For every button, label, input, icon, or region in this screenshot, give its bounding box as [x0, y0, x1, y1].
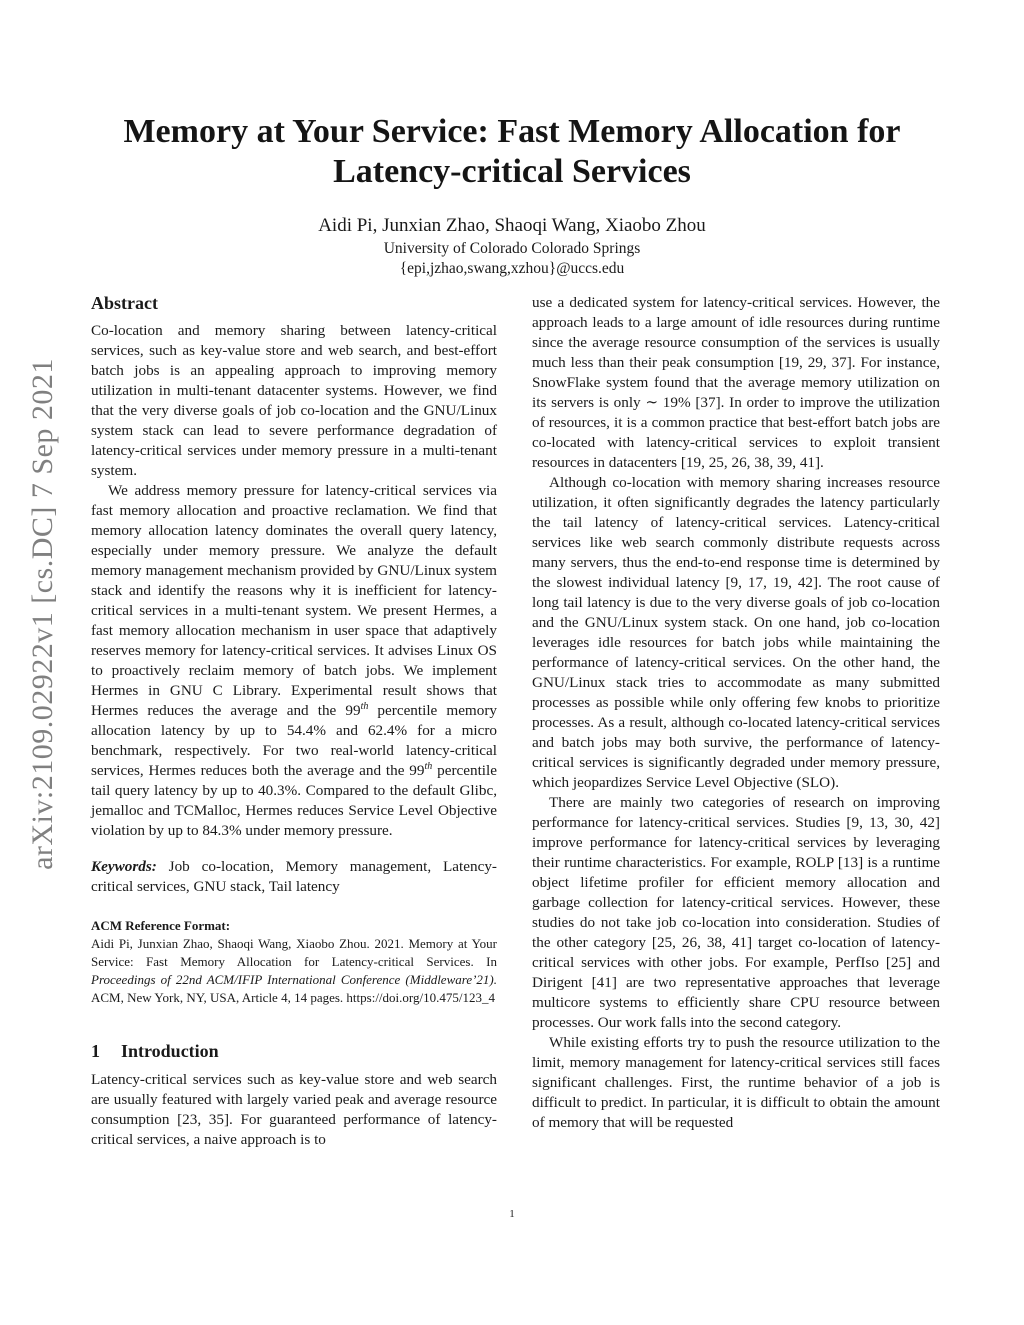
abstract-paragraph-2	[91, 481, 497, 841]
section-heading-introduction	[91, 1039, 497, 1063]
superscript-th: th	[424, 760, 433, 772]
paper-title	[80, 112, 944, 192]
author-emails: {epi,jzhao,swang,xzhou}@uccs.edu	[399, 260, 625, 277]
acm-text-a: Aidi Pi, Junxian Zhao, Shaoqi Wang, Xiaobo Zhou. 2021. Memory at Your Service: Fast Memory Allocation for Latency-critical Services. In	[91, 936, 497, 969]
abstract-heading: Abstract	[91, 293, 158, 313]
section-title: Introduction	[121, 1041, 219, 1061]
intro-paragraph-1: Latency-critical services such as key-value store and web search are usually featured with largely varied peak and average resource consumption [23, 35]. For guaranteed performance of latency-critical services, a naive approach is to	[91, 1071, 497, 1148]
section-number: 1	[91, 1041, 100, 1061]
keywords-label: Keywords:	[91, 858, 157, 875]
acm-venue: Proceedings of 22nd ACM/IFIP International Conference (Middleware’21).	[91, 972, 497, 987]
title-line-1: Memory at Your Service: Fast Memory Allocation for	[123, 113, 901, 150]
title-line-2: Latency-critical Services	[333, 153, 691, 190]
right-paragraph-1: use a dedicated system for latency-critical services. However, the approach leads to a large amount of idle resources during runtime since the average resource consumption of the services is usually much less than their peak consumption [19, 29, 37]. For instance, SnowFlake system found that the average memory utilization on its servers is only ∼ 19% [37]. In order to improve the utilization of resources, it is a common practice that best-effort batch jobs are co-located with latency-critical services to exploit transient resources in datacenters [19, 25, 26, 38, 39, 41].	[532, 294, 940, 471]
right-paragraph-4: While existing efforts try to push the resource utilization to the limit, memory management for latency-critical services still faces significant challenges. First, the runtime behavior of a job is difficult to predict. In particular, it is difficult to obtain the amount of memory that will be requested	[532, 1034, 940, 1131]
acm-reference-heading: ACM Reference Format:	[91, 918, 231, 933]
keywords	[91, 857, 497, 897]
acm-reference-body	[91, 935, 497, 1007]
right-column	[532, 293, 940, 1133]
author-list: Aidi Pi, Junxian Zhao, Shaoqi Wang, Xiaobo Zhou	[318, 215, 706, 236]
abstract-p2-part-b: percentile memory allocation latency by up to 54.4% and 62.4% for a micro benchmark, respectively. For two real-world latency-critical services, Hermes reduces both the average and the 99	[91, 702, 497, 779]
abstract-p2-part-a: We address memory pressure for latency-critical services via fast memory allocation and proactive reclamation. We find that memory allocation latency dominates the overall query latency, especially under memory pressure. We analyze the default memory management mechanism provided by GNU/Linux system stack and identify the reasons why it is inefficient for latency-critical services in a multi-tenant system. We present Hermes, a fast memory allocation mechanism in user space that adaptively reserves memory for latency-critical services. It advises Linux OS to proactively reclaim memory of batch jobs. We implement Hermes in GNU C Library. Experimental result shows that Hermes reduces the average and the 99	[91, 482, 497, 719]
acm-text-b: ACM, New York, NY, USA, Article 4, 14 pages. https://doi.org/10.475/123_4	[91, 990, 495, 1005]
abstract-p2-part-c: percentile tail query latency by up to 40.3%. Compared to the default Glibc, jemalloc and TCMalloc, Hermes reduces Service Level Objective violation by up to 84.3% under memory pressure.	[91, 762, 497, 839]
right-paragraph-3: There are mainly two categories of research on improving performance for latency-critical services. Studies [9, 13, 30, 42] improve performance for latency-critical services by leveraging their runtime characteristics. For example, ROLP [13] is a runtime object lifetime profiler for efficient memory allocation and garbage collection for latency-critical services. However, these studies do not take job co-location into consideration. Studies of the other category [25, 26, 38, 41] target co-location of latency-critical services with other jobs. For example, PerfIso [25] and Dirigent [41] are two representative approaches that leverage multicore systems to efficiently share CPU resource between processes. Our work falls into the second category.	[532, 794, 940, 1031]
keywords-text: Job co-location, Memory management, Latency-critical services, GNU stack, Tail latency	[91, 858, 497, 895]
left-column	[91, 292, 497, 1150]
arxiv-identifier-text: arXiv:2109.02922v1 [cs.DC] 7 Sep 2021	[26, 358, 60, 870]
superscript-th: th	[360, 700, 369, 712]
affiliation: University of Colorado Colorado Springs	[383, 240, 641, 257]
abstract-paragraph-1: Co-location and memory sharing between latency-critical services, such as key-value store and web search, and best-effort batch jobs is an appealing approach to improving memory utilization in multi-tenant datacenter systems. However, we find that the very diverse goals of job co-location and the GNU/Linux system stack can lead to severe performance degradation of latency-critical services under memory pressure in a multi-tenant system.	[91, 322, 497, 479]
arxiv-identifier-stamp	[16, 318, 70, 910]
page-number: 1	[509, 1208, 515, 1220]
right-paragraph-2: Although co-location with memory sharing increases resource utilization, it often significantly degrades the latency particularly the tail latency of latency-critical services. Latency-critical services like web search commonly distribute requests across many servers, thus the end-to-end response time is determined by the slowest individual latency [9, 17, 19, 42]. The root cause of long tail latency is due to the very diverse goals of job co-location and the GNU/Linux system stack. On one hand, job co-location leverages idle resources for batch jobs while maintaining the performance of latency-critical services. On the other hand, the GNU/Linux stack tries to accommodate as many submitted processes as possible while only offering few knobs to prioritize processes. As a result, although co-located latency-critical services and batch jobs may both survive, the performance of latency-critical services is significantly degraded under memory pressure, which jeopardizes Service Level Objective (SLO).	[532, 474, 940, 791]
